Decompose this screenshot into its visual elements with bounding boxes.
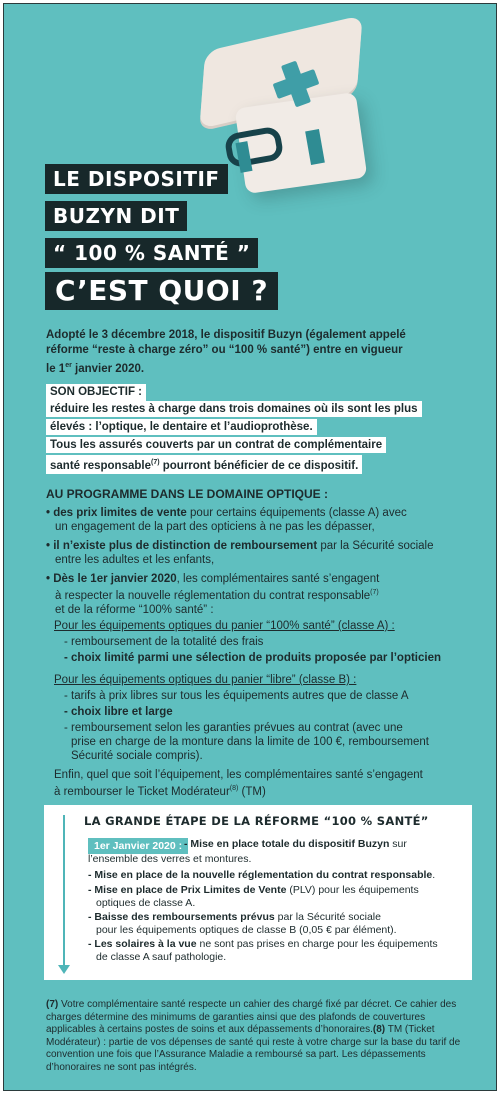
optique-bullet-1: • des prix limites de vente pour certains équipements (classe A) avec un engagement de la part des opticiens à ne pas les dépasser, — [46, 507, 407, 533]
class-b-heading: Pour les équipements optiques du panier “libre” (classe B) : — [54, 674, 357, 686]
first-aid-kit-icon — [200, 22, 360, 172]
reform-timeline-box — [44, 805, 472, 980]
class-b-item-1: - tarifs à prix libres sur tous les équipements autres que de classe A — [64, 690, 409, 702]
objective-line-3: Tous les assurés couverts par un contrat de complémentaire — [46, 437, 386, 453]
intro-text — [46, 328, 466, 377]
objective-line-2: élevés : l’optique, le dentaire et l’audioprothèse. — [46, 419, 317, 435]
enfin-text: Enfin, quel que soit l’équipement, les complémentaires santé s’engagent à rembourser le Ticket Modérateur$^{(8)}$ (TM) — [54, 769, 423, 798]
reform-item-4: - Baisse des remboursements prévus par la Sécurité sociale pour les équipements optiques de classe B (0,05 € par élément). — [88, 911, 397, 936]
reform-item-2: - Mise en place de la nouvelle réglementation du contrat responsable. — [88, 869, 436, 881]
title-line-3: “ 100 % SANTÉ ” — [45, 238, 258, 268]
optique-bullet-2: • il n’existe plus de distinction de remboursement par la Sécurité sociale entre les adultes et les enfants, — [46, 540, 434, 566]
class-b-item-3: - remboursement selon les garanties prévues au contrat (avec une prise en charge de la monture dans la limite de 100 €, remboursement Sécurité sociale compris). — [64, 722, 429, 762]
objective-label: SON OBJECTIF : — [46, 382, 146, 401]
class-a-heading: Pour les équipements optiques du panier “100% santé” (classe A) : — [54, 620, 395, 632]
title-line-1: LE DISPOSITIF — [45, 164, 228, 194]
reform-item-5: - Les solaires à la vue ne sont pas prises en charge pour les équipements de classe A sauf pathologie. — [88, 938, 438, 963]
reform-date-badge: 1er Janvier 2020 : — [88, 838, 188, 854]
reform-item-1-cont: l’ensemble des verres et montures. — [88, 853, 252, 865]
optique-bullet-3: • Dès le 1er janvier 2020, les complémentaires santé s’engagent à respecter la nouvelle réglementation du contrat responsable$^{(7)}$ et de la réforme “100% santé” : — [46, 573, 380, 616]
class-a-item-1: - remboursement de la totalité des frais — [64, 636, 264, 648]
class-b-item-2: - choix libre et large — [64, 706, 173, 718]
reform-item-1: - Mise en place totale du dispositif Buzyn sur — [184, 838, 407, 850]
title-line-4: C’EST QUOI ? — [45, 272, 278, 310]
reform-item-3: - Mise en place de Prix Limites de Vente (PLV) pour les équipements optiques de classe A. — [88, 884, 419, 909]
intro-line-3: le 1er janvier 2020. — [46, 362, 145, 375]
intro-line-2: réforme “reste à charge zéro” ou “100 % santé”) entre en vigueur — [46, 344, 403, 356]
class-a-item-2: - choix limité parmi une sélection de produits proposée par l’opticien — [64, 652, 442, 664]
timeline-arrow-line — [63, 815, 65, 967]
title-line-2: BUZYN DIT — [45, 201, 187, 231]
timeline-arrow-down-icon — [58, 965, 70, 974]
flyer — [3, 3, 497, 1091]
intro-line-1: Adopté le 3 décembre 2018, le dispositif Buzyn (également appelé — [46, 329, 406, 341]
reform-box-title: LA GRANDE ÉTAPE DE LA RÉFORME “100 % SANTÉ” — [84, 814, 429, 828]
optique-heading: AU PROGRAMME DANS LE DOMAINE OPTIQUE : — [46, 487, 329, 501]
objective-line-1: réduire les restes à charge dans trois domaines où ils sont les plus — [46, 401, 422, 417]
objective-line-4: santé responsable$^{(7)}$ pourront bénéficier de ce dispositif. — [46, 455, 362, 474]
footnotes: (7) Votre complémentaire santé respecte un cahier des chargé fixé par décret. Ce cahier des charges détermine des minimums de garanties ainsi que des plafonds de couvertures applicables à certains postes de soins et aux dépassements d’honoraires.(8) TM (Ticket Modérateur) : partie de vos dépenses de santé qui reste à votre charge sur la base du tarif de convention une fois que l’Assurance Maladie a remboursé sa part. Les dépassements d’honoraires ne sont pas intégrés. — [46, 999, 461, 1073]
